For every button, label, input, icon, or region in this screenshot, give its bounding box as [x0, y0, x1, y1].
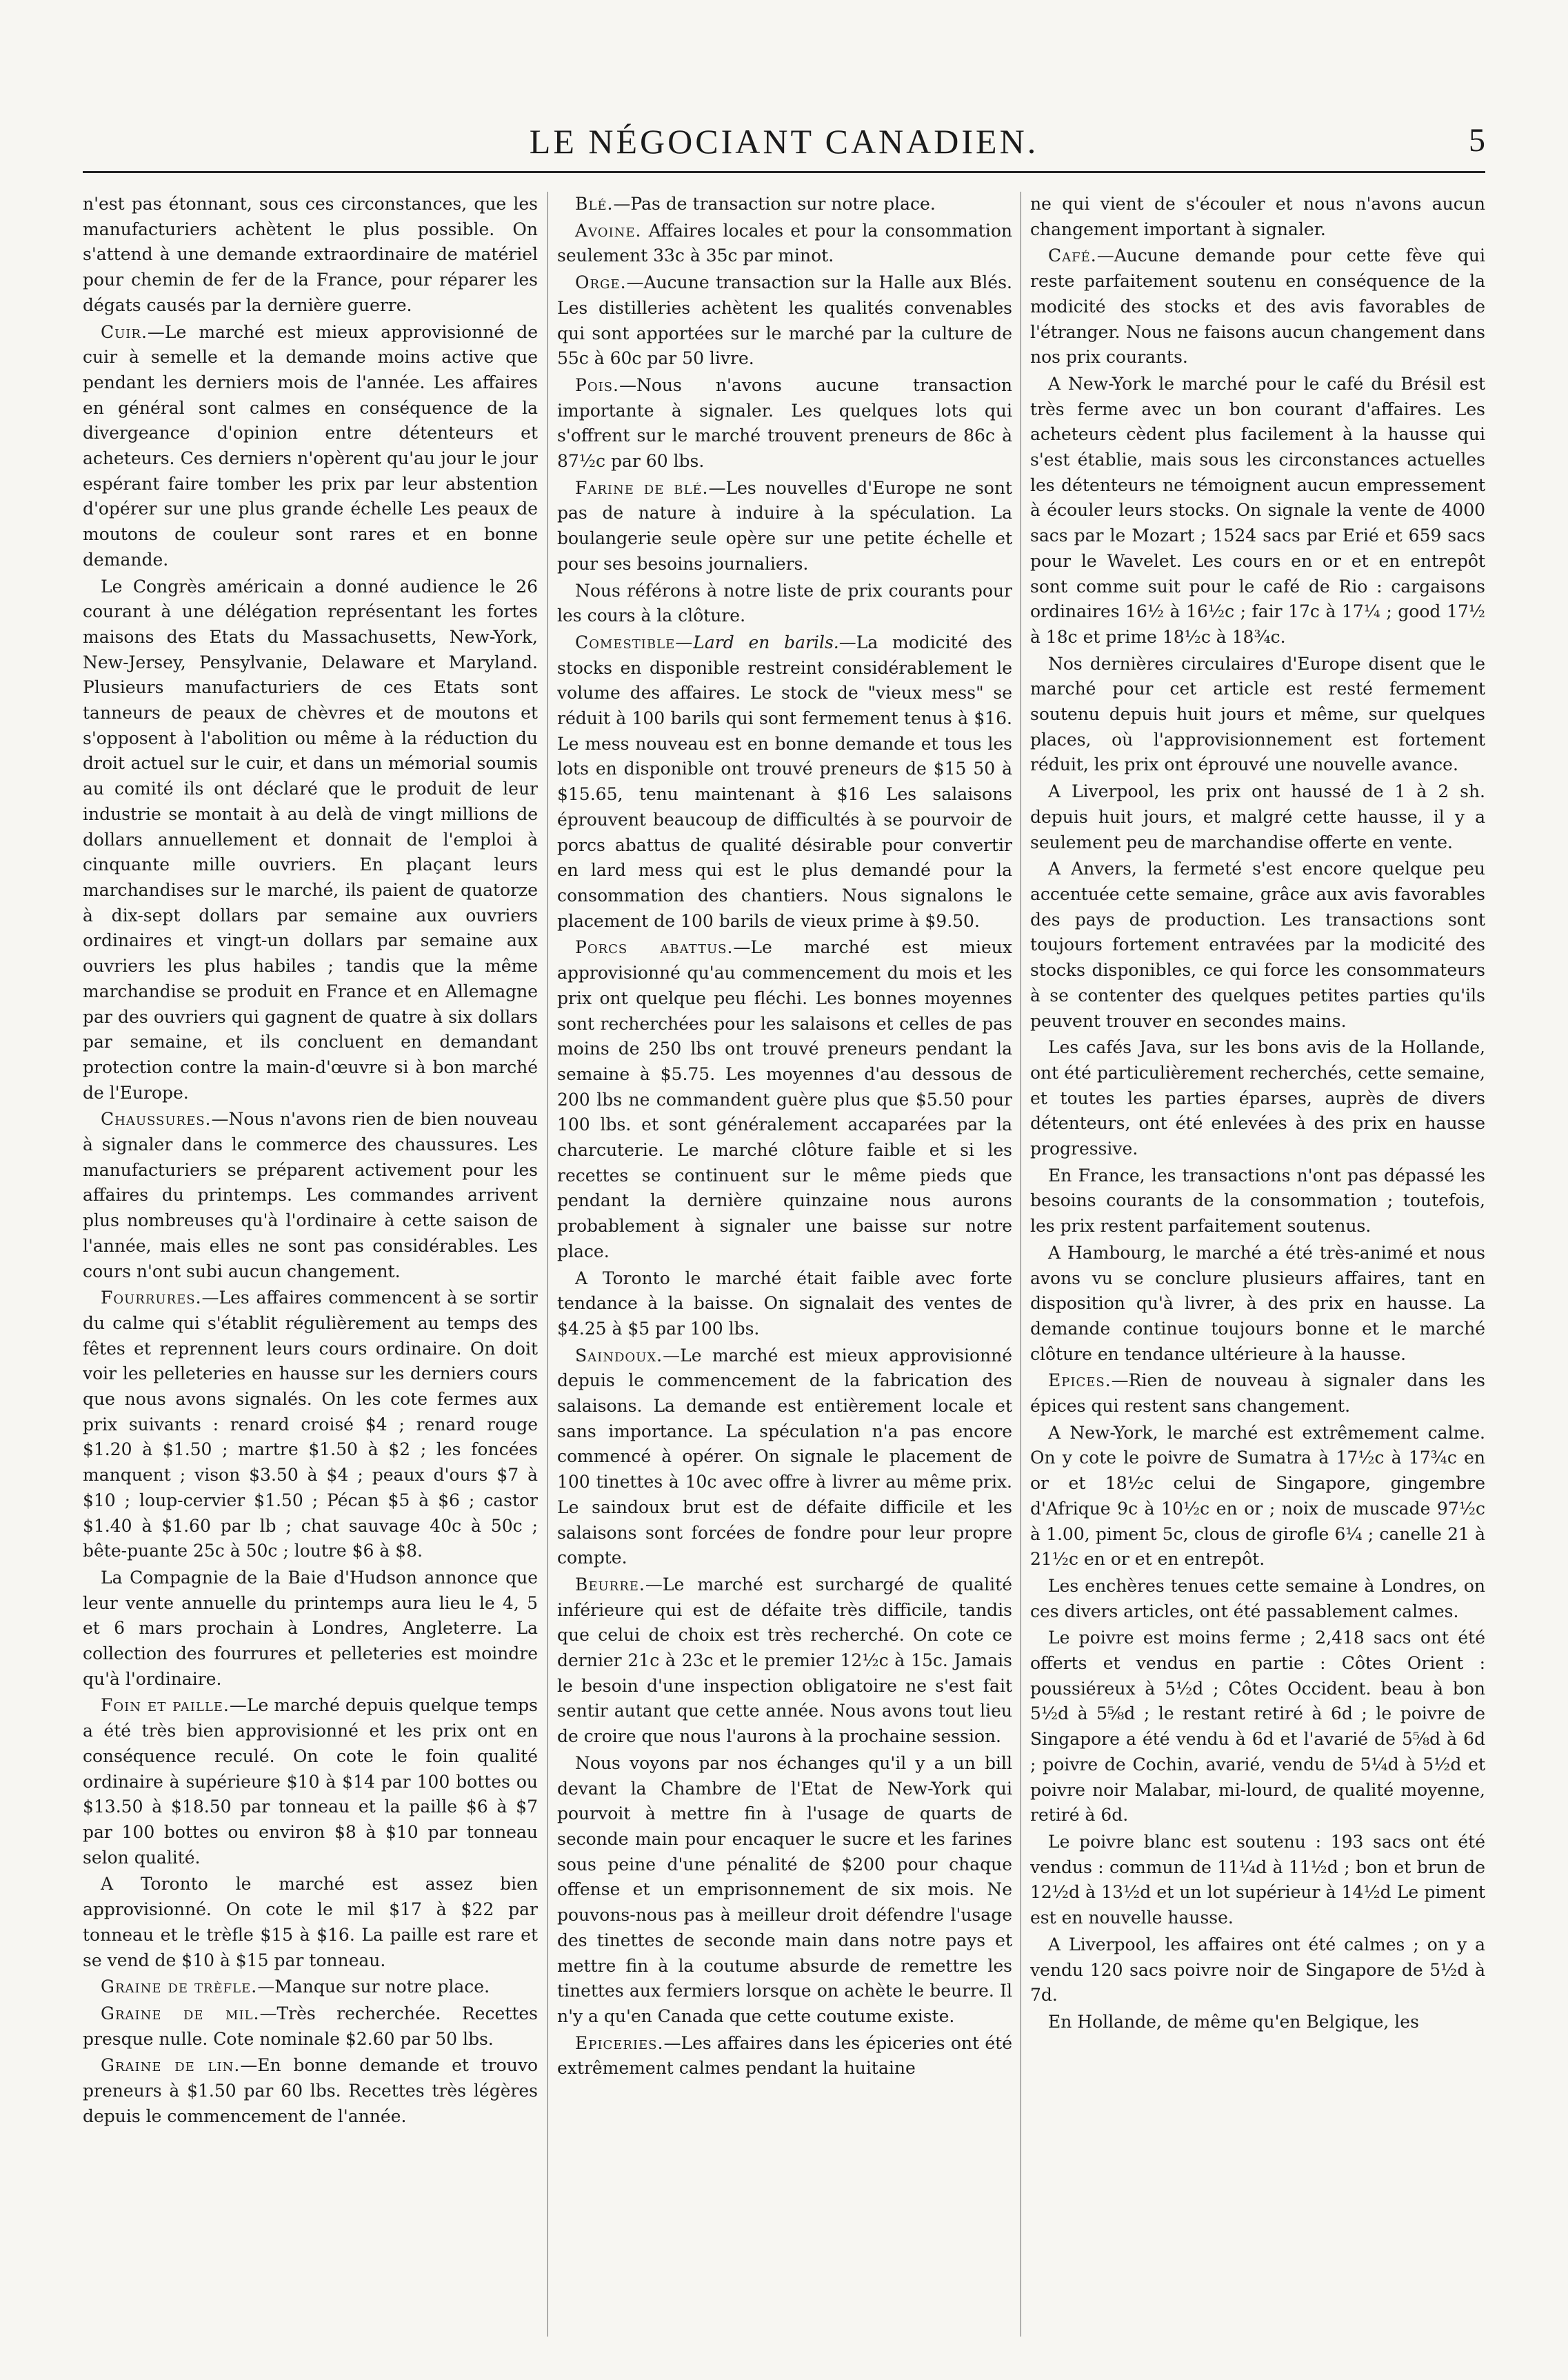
article-paragraph: En Hollande, de même qu'en Belgique, les — [1048, 2011, 1419, 2032]
paragraph-text: —Le marché est mieux approvisionné depuis le commencement de la fabrication des salaisons. La demande est entièrement locale et sans importance. La spéculation n'a pas encore commencé à opérer. On signale le placement de 100 tinettes à 10c avec offre à livrer au même prix. Le saindoux brut est de défaite difficile et les salaisons sont forcées de fondre pour leur propre compte. — [557, 1345, 1012, 1568]
section-lead: Graine de lin. — [101, 2055, 241, 2076]
section-lead: Blé. — [575, 194, 614, 214]
section-lead: Graine de mil. — [101, 2003, 260, 2023]
column-divider — [547, 192, 548, 2337]
article-paragraph-saindoux — [557, 1343, 1012, 1571]
article-paragraph: Nos dernières circulaires d'Europe disent que le marché pour cet article est resté fermement soutenu depuis huit jours et même, sur quelques places, où l'approvisionnement est fortement réduit, les prix ont éprouvé une nouvelle avance. — [1030, 653, 1485, 775]
column-1 — [83, 192, 538, 2337]
section-lead: Farine de blé. — [575, 477, 709, 498]
section-lead: Beurre. — [575, 1574, 645, 1594]
section-lead: Comestible— — [575, 632, 694, 652]
paragraph-text: —Aucune transaction sur la Halle aux Blés. Les distilleries achètent les qualités convenables qui sont apportées sur le marché par la culture de 55c à 60c par 50 livre. — [557, 272, 1012, 369]
column-3 — [1030, 192, 1485, 2337]
paragraph-text: —Nous n'avons rien de bien nouveau à signaler dans le commerce des chaussures. Les manufacturiers se préparent activement pour les affaires du printemps. Les commandes arrivent plus nombreuses qu'à l'ordinaire à cette saison de l'année, mais elles ne sont pas considérables. Les cours n'ont subi aucun changement. — [83, 1109, 538, 1281]
section-lead: Saindoux. — [575, 1345, 663, 1366]
article-paragraph: Le poivre blanc est soutenu : 193 sacs ont été vendus : commun de 11¼d à 11½d ; bon et brun de 12½d à 13½d et un lot supérieur à 14½d Le piment est en nouvelle hausse. — [1030, 1832, 1485, 1928]
article-paragraph: Le poivre est moins ferme ; 2,418 sacs ont été offerts et vendus en partie : Côtes Orient : poussiéreux à 5½d ; Côtes Occident. beau à bon 5½d à 5⅝d ; le restant retiré à 6d ; le poivre de Singapore a été vendu à 6d et l'avarié de 5⅝d à 6d ; poivre de Cochin, avarié, vendu de 5¼d à 5½d et poivre noir Malabar, mi-lourd, de qualité moyenne, retiré à 6d. — [1030, 1628, 1485, 1826]
article-paragraph: A Liverpool, les prix ont haussé de 1 à 2 sh. depuis huit jours, et malgré cette hausse, il y a seulement peu de marchandise offerte en vente. — [1030, 781, 1485, 852]
paragraph-text: —Aucune demande pour cette fève qui reste parfaitement soutenu en conséquence de la modicité des stocks et des avis favorables de l'étranger. Nous ne faisons aucun changement dans nos prix courants. — [1030, 246, 1485, 368]
paragraph-text: —Les nouvelles d'Europe ne sont pas de nature à induire à la spéculation. La boulangerie seule opère sur une petite échelle et pour ses besoins journaliers. — [557, 477, 1012, 574]
article-paragraph: Nous référons à notre liste de prix courants pour les cours à la clôture. — [557, 580, 1012, 626]
article-paragraph: A New-York, le marché est extrêmement calme. On y cote le poivre de Sumatra à 17½c à 17¾c en or et 18½c celui de Singapore, gingembre d'Afrique 9c à 10½c en or ; noix de muscade 97½c à 1.00, piment 5c, clous de girofle 6¼ ; canelle 21 à 21½c en or et en entrepôt. — [1030, 1422, 1485, 1570]
article-paragraph-orge — [557, 270, 1012, 372]
article-paragraph: En France, les transactions n'ont pas dépassé les besoins courants de la consommation ; toutefois, les prix restent parfaitement soutenus. — [1030, 1165, 1485, 1237]
section-subtitle: Lard en barils. — [693, 632, 839, 652]
paragraph-text: —Nous n'avons aucune transaction importante à signaler. Les quelques lots qui s'offrent sur le marché trouvent preneurs de 86c à 87½c par 60 lbs. — [557, 374, 1012, 472]
paragraph-text: —Rien de nouveau à signaler dans les épices qui restent sans changement. — [1030, 1370, 1485, 1417]
section-lead: Fourrures. — [101, 1288, 202, 1308]
article-paragraph-comestible — [557, 630, 1012, 934]
paragraph-text: —En bonne demande et trouvo preneurs à $1.50 par 60 lbs. Recettes très légères depuis le commencement de l'année. — [83, 2055, 538, 2126]
section-lead: Chaussures. — [101, 1109, 212, 1130]
column-2 — [557, 192, 1012, 2337]
section-lead: Graine de trèfle. — [101, 1977, 258, 1997]
article-paragraph: A Liverpool, les affaires ont été calmes ; on y a vendu 120 sacs poivre noir de Singapore de 5½d à 7d. — [1030, 1934, 1485, 2006]
paragraph-text: —La modicité des stocks en disponible restreint considérablement le volume des affaires. Le stock de "vieux mess" se réduit à 100 barils qui sont fermement tenus à $16. Le mess nouveau est en bonne demande et tous les lots en disponible ont trouvé preneurs de $15 50 à $15.65, tenu maintenant à $16 Les salaisons éprouvent beaucoup de difficultés à se pourvoir de porcs abattus de qualité désirable pour convertir en lard mess qui est le plus demandé pour la consommation des chantiers. Nous signalons le placement de 100 barils de vieux prime à $9.50. — [557, 632, 1012, 931]
article-paragraph: n'est pas étonnant, sous ces circonstances, que les manufacturiers achètent le plus possible. On s'attend à une demande extraordinaire de matériel pour chemin de fer de la France, pour réparer les dégats causés par la dernière guerre. — [83, 194, 538, 315]
article-paragraph: La Compagnie de la Baie d'Hudson annonce que leur vente annuelle du printemps aura lieu le 4, 5 et 6 mars prochain à Londres, Angleterre. La collection des fourrures et pelleteries est moindre qu'à l'ordinaire. — [83, 1567, 538, 1689]
page-number: 5 — [1469, 122, 1485, 159]
paragraph-text: —Les affaires commencent à se sortir du calme qui s'établit régulièrement au temps des fêtes et reprennent leurs cours ordinaire. On doit voir les pelleteries en hausse sur les derniers cours que nous avons signalés. On les cote fermes aux prix suivants : renard croisé $4 ; renard rouge $1.20 à $1.50 ; martre $1.50 à $2 ; les foncées manquent ; vison $3.50 à $4 ; peaux d'ours $7 à $10 ; loup-cervier $1.50 ; Pécan $5 à $6 ; castor $1.40 à $1.60 par lb ; chat sauvage 40c à 50c ; bête-puante 25c à 50c ; loutre $6 à $8. — [83, 1288, 538, 1561]
article-paragraph-avoine — [557, 219, 1012, 269]
article-paragraph-chaussures — [83, 1107, 538, 1284]
article-paragraph: A Hambourg, le marché a été très-animé et nous avons vu se conclure plusieurs affaires, tant en disposition qu'à livrer, à des prix en hausse. La demande continue toujours bonne et le marché clôture en tendance ultérieure à la hausse. — [1030, 1242, 1485, 1364]
article-paragraph-graine-trefle — [83, 1974, 538, 2000]
article-paragraph-ble — [557, 192, 1012, 217]
article-paragraph-pois — [557, 373, 1012, 474]
article-paragraph: Les enchères tenues cette semaine à Londres, on ces divers articles, ont été passablement calmes. — [1030, 1575, 1485, 1621]
article-paragraph: A Toronto le marché était faible avec forte tendance à la baisse. On signalait des ventes de $4.25 à $5 par 100 lbs. — [557, 1268, 1012, 1339]
paragraph-text: Affaires locales et pour la consommation seulement 33c à 35c par minot. — [557, 220, 1012, 266]
paragraph-text: —Le marché est mieux approvisionné qu'au commencement du mois et les prix ont quelque peu fléchi. Les bonnes moyennes sont recherchées pour les salaisons et celles de pas moins de 250 lbs ont trouvé preneurs pendant la semaine à $5.75. Les moyennes d'au dessous de 200 lbs ne commandent guère plus que $5.50 pour 100 lbs. et sont généralement accaparées par la charcuterie. Le marché clôture faible et si les recettes se continuent sur le même pieds que pendant la dernière quinzaine nous aurons probablement à signaler une baisse sur notre place. — [557, 937, 1012, 1261]
section-lead: Avoine. — [575, 220, 642, 241]
section-lead: Porcs abattus. — [575, 937, 734, 958]
article-paragraph-graine-mil — [83, 2001, 538, 2052]
section-lead: Orge. — [575, 272, 627, 293]
article-paragraph: Nous voyons par nos échanges qu'il y a un bill devant la Chambre de l'Etat de New-York qui pourvoit à mettre fin à l'usage de quarts de seconde main pour encaquer le sucre et les farines sous peine d'une pénalité de $200 pour chaque offense et un emprisonnement de six mois. Ne pouvons-nous pas à meilleur droit défendre l'usage des tinettes de seconde main dans notre pays et mettre fin à la coutume absurde de remettre les tinettes aux fermiers lorsque on achète le beurre. Il n'y a qu'en Canada que cette coutume existe. — [557, 1752, 1012, 2026]
paragraph-text: —Très recherchée. Recettes presque nulle. Cote nominale $2.60 par 50 lbs. — [83, 2003, 538, 2049]
newspaper-title: LE NÉGOCIANT CANADIEN. — [529, 122, 1039, 161]
paragraph-text: —Le marché depuis quelque temps a été très bien approvisionné et les prix ont en conséquence reculé. On cote le foin qualité ordinaire à supérieure $10 à $14 par 100 bottes ou $13.50 à $18.50 par tonneau et la paille $6 à $7 par 100 bottes ou environ $8 à $10 par tonneau selon qualité. — [83, 1695, 538, 1868]
article-paragraph: Le Congrès américain a donné audience le 26 courant à une délégation représentant les fortes maisons des Etats du Massachusetts, New-York, New-Jersey, Pensylvanie, Delaware et Maryland. Plusieurs manufacturiers de ces Etats sont tanneurs de peaux de chèvres et de moutons et s'opposent à l'abolition ou même à la réduction du droit actuel sur le cuir, et dans un mémorial soumis au comité ils ont déclaré que le produit de leur industrie se montait à au delà de vingt millions de dollars annuellement et donnait de l'emploi à cinquante mille ouvriers. En plaçant leurs marchandises sur le marché, ils paient de quatorze à dix-sept dollars par semaine aux ouvriers ordinaires et vingt-un dollars par semaine aux ouvriers les plus habiles ; tandis que la même marchandise se produit en France et en Allemagne par des ouvriers qui gagnent de quatre à six dollars par semaine, et ils concluent en demandant protection contre la main-d'œuvre si à bon marché de l'Europe. — [83, 576, 538, 1103]
article-paragraph-graine-lin — [83, 2053, 538, 2129]
article-paragraph-farine — [557, 476, 1012, 577]
masthead — [83, 116, 1485, 173]
section-lead: Epices. — [1048, 1370, 1112, 1391]
article-paragraph-epices — [1030, 1368, 1485, 1419]
article-paragraph-foin — [83, 1693, 538, 1870]
section-lead: Foin et paille. — [101, 1695, 230, 1716]
article-paragraph-porcs — [557, 935, 1012, 1264]
paragraph-text: —Les affaires dans les épiceries ont été extrêmement calmes pendant la huitaine — [557, 2032, 1012, 2079]
section-lead: Epiceries. — [575, 2032, 664, 2053]
article-paragraph-beurre — [557, 1572, 1012, 1750]
section-lead: Pois. — [575, 374, 619, 395]
paragraph-text: —Le marché est surchargé de qualité inférieure qui est de défaite très difficile, tandis que celui de choix est très recherché. On cote ce dernier 21c à 23c et le premier 12½c à 15c. Jamais le besoin d'une inspection obligatoire ne s'est fait sentir autant que cette année. Nous avons tout lieu de croire que nous l'aurons à la prochaine session. — [557, 1574, 1012, 1747]
paragraph-text: —Manque sur notre place. — [257, 1977, 490, 1997]
section-lead: Café. — [1048, 246, 1097, 266]
article-paragraph: ne qui vient de s'écouler et nous n'avons aucun changement important à signaler. — [1030, 194, 1485, 239]
section-lead: Cuir. — [101, 321, 148, 342]
article-paragraph-cafe — [1030, 243, 1485, 370]
article-paragraph: A Toronto le marché est assez bien approvisionné. On cote le mil $17 à $22 par tonneau et le trèfle $15 à $16. La paille est rare et se vend de $10 à $15 par tonneau. — [83, 1874, 538, 1970]
article-paragraph: Les cafés Java, sur les bons avis de la Hollande, ont été particulièrement recherchés, cette semaine, et toutes les parties éparses, auprès de divers détenteurs, ont été enlevées à des prix en hausse progressive. — [1030, 1037, 1485, 1159]
article-paragraph-fourrures — [83, 1286, 538, 1564]
article-paragraph-cuir — [83, 320, 538, 573]
paragraph-text: —Pas de transaction sur notre place. — [613, 194, 936, 214]
article-paragraph: A New-York le marché pour le café du Brésil est très ferme avec un bon courant d'affaires. Les acheteurs cèdent plus facilement à la hausse qui s'est établie, mais sous les circonstances actuelles les détenteurs ne témoignent aucun empressement à écouler leurs stocks. On signale la vente de 4000 sacs par le Mozart ; 1524 sacs par Erié et 659 sacs pour le Wavelet. Les cours en or et en entrepôt sont comme suit pour le café de Rio : cargaisons ordinaires 16½ à 16½c ; fair 17c à 17¼ ; good 17½ à 18c et prime 18½c à 18¾c. — [1030, 373, 1485, 647]
paragraph-text: —Le marché est mieux approvisionné de cuir à semelle et la demande moins active que pendant les derniers mois de l'année. Les affaires en général sont calmes en conséquence de la divergeance d'opinion entre détenteurs et acheteurs. Ces derniers n'opèrent qu'au jour le jour espérant faire tomber les prix par leur abstention d'opérer sur une plus grande échelle Les peaux de moutons de couleur sont rares et en bonne demande. — [83, 321, 538, 570]
article-paragraph-epiceries — [557, 2031, 1012, 2081]
article-paragraph: A Anvers, la fermeté s'est encore quelque peu accentuée cette semaine, grâce aux avis favorables des pays de production. Les transactions sont toujours fortement entravées par la modicité des stocks disponibles, ce qui force les consommateurs à se contenter des quelques petites parties qu'ils peuvent trouver en secondes mains. — [1030, 859, 1485, 1031]
